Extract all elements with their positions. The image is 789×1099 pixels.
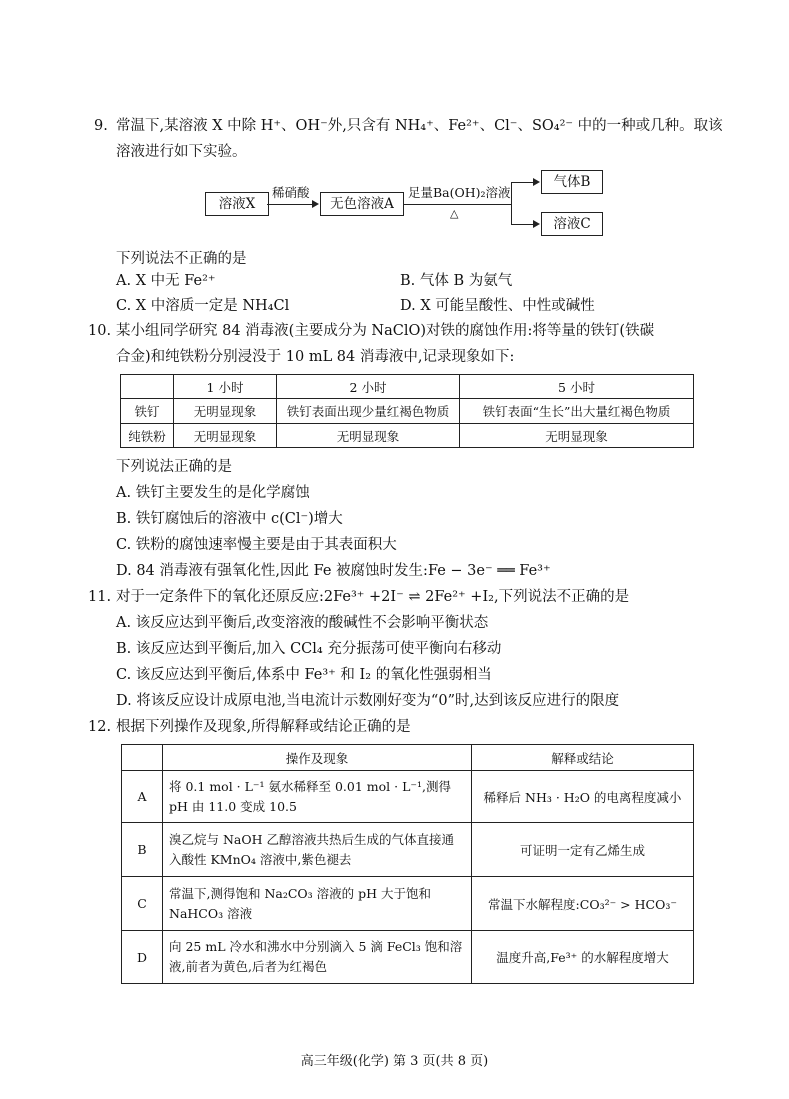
q10-prompt: 下列说法正确的是 xyxy=(116,459,232,475)
q11-stem: 对于一定条件下的氧化还原反应:2Fe³⁺ +2I⁻ ⇌ 2Fe²⁺ +I₂,下列说法不正确的是 xyxy=(116,589,630,605)
q12-operation-cell: 向 25 mL 冷水和沸水中分别滴入 5 滴 FeCl₃ 饱和溶液,前者为黄色,后者为红褐色 xyxy=(163,931,472,984)
q12-number: 12. xyxy=(88,719,112,735)
q10-results-table xyxy=(120,374,694,448)
q10-option-a: A. 铁钉主要发生的是化学腐蚀 xyxy=(116,485,310,501)
page-footer: 高三年级(化学) 第 3 页(共 8 页) xyxy=(300,1054,489,1069)
box-gas-b: 气体B xyxy=(541,170,603,194)
q10-option-d: D. 84 消毒液有强氧化性,因此 Fe 被腐蚀时发生:Fe − 3e⁻ ══ Fe³⁺ xyxy=(116,563,551,579)
q12-header-operation: 操作及现象 xyxy=(163,745,472,771)
table-row xyxy=(122,877,694,931)
q10-cell: 无明显现象 xyxy=(174,399,277,424)
q10-stem-line2: 合金)和纯铁粉分别浸没于 10 mL 84 消毒液中,记录现象如下: xyxy=(116,349,515,365)
q12-table xyxy=(121,744,694,984)
q10-option-c: C. 铁粉的腐蚀速率慢主要是由于其表面积大 xyxy=(116,537,397,553)
q12-row-label: C xyxy=(122,877,163,931)
q12-row-label: D xyxy=(122,931,163,984)
q10-number: 10. xyxy=(88,323,112,339)
q12-row-label: B xyxy=(122,823,163,877)
arrow-head-1 xyxy=(312,200,319,208)
q12-operation-cell: 将 0.1 mol · L⁻¹ 氨水稀释至 0.01 mol · L⁻¹,测得 pH 由 11.0 变成 10.5 xyxy=(163,771,472,823)
q10-cell: 铁钉表面“生长”出大量红褐色物质 xyxy=(460,399,694,424)
q12-operation-cell: 溴乙烷与 NaOH 乙醇溶液共热后生成的气体直接通入酸性 KMnO₄ 溶液中,紫色褪去 xyxy=(163,823,472,877)
q12-header-empty xyxy=(122,745,163,771)
q10-header-empty xyxy=(121,375,174,399)
box-solution-c: 溶液C xyxy=(541,212,603,236)
q10-option-b: B. 铁钉腐蚀后的溶液中 c(Cl⁻)增大 xyxy=(116,511,343,527)
q10-cell: 纯铁粉 xyxy=(121,424,174,448)
q10-cell: 无明显现象 xyxy=(277,424,460,448)
q9-option-b: B. 气体 B 为氨气 xyxy=(400,273,513,289)
q12-operation-cell: 常温下,测得饱和 Na₂CO₃ 溶液的 pH 大于饱和 NaHCO₃ 溶液 xyxy=(163,877,472,931)
q12-header-conclusion: 解释或结论 xyxy=(472,745,694,771)
q10-header-1h: 1 小时 xyxy=(174,375,277,399)
q12-conclusion-cell: 常温下水解程度:CO₃²⁻ > HCO₃⁻ xyxy=(472,877,694,931)
q10-cell: 无明显现象 xyxy=(460,424,694,448)
q9-prompt: 下列说法不正确的是 xyxy=(116,251,247,267)
q9-number: 9. xyxy=(94,118,108,134)
table-row xyxy=(122,771,694,823)
q12-conclusion-cell: 温度升高,Fe³⁺ 的水解程度增大 xyxy=(472,931,694,984)
q10-stem-line1: 某小组同学研究 84 消毒液(主要成分为 NaClO)对铁的腐蚀作用:将等量的铁钉(铁碳 xyxy=(116,323,655,339)
q10-cell: 铁钉表面出现少量红褐色物质 xyxy=(277,399,460,424)
q9-stem-line2: 溶液进行如下实验。 xyxy=(116,144,247,160)
q10-table-header-row xyxy=(121,375,694,399)
arrow-head-b xyxy=(533,178,540,186)
q12-conclusion-cell: 稀释后 NH₃ · H₂O 的电离程度减小 xyxy=(472,771,694,823)
q9-option-d: D. X 可能呈酸性、中性或碱性 xyxy=(400,298,595,314)
q11-option-b: B. 该反应达到平衡后,加入 CCl₄ 充分振荡可使平衡向右移动 xyxy=(116,641,502,657)
q12-table-header-row xyxy=(122,745,694,771)
q11-option-a: A. 该反应达到平衡后,改变溶液的酸碱性不会影响平衡状态 xyxy=(116,615,489,631)
q10-header-2h: 2 小时 xyxy=(277,375,460,399)
arrow-line-2 xyxy=(403,204,511,205)
arrow-line-b xyxy=(511,182,534,183)
arrow-line-c xyxy=(511,224,534,225)
q12-row-label: A xyxy=(122,771,163,823)
arrow-head-c xyxy=(533,220,540,228)
box-solution-x: 溶液X xyxy=(205,192,269,216)
q9-option-a: A. X 中无 Fe²⁺ xyxy=(116,273,216,289)
q11-number: 11. xyxy=(88,589,112,605)
q11-option-d: D. 将该反应设计成原电池,当电流计示数刚好变为“0”时,达到该反应进行的限度 xyxy=(116,693,620,709)
q11-option-c: C. 该反应达到平衡后,体系中 Fe³⁺ 和 I₂ 的氧化性强弱相当 xyxy=(116,667,492,683)
q10-cell: 铁钉 xyxy=(121,399,174,424)
q9-stem-line1: 常温下,某溶液 X 中除 H⁺、OH⁻外,只含有 NH₄⁺、Fe²⁺、Cl⁻、SO₄²⁻ 中的一种或几种。取该 xyxy=(116,118,723,134)
box-colorless-solution-a: 无色溶液A xyxy=(320,192,404,216)
table-row xyxy=(121,399,694,424)
q10-header-5h: 5 小时 xyxy=(460,375,694,399)
reagent-baoh2: 足量Ba(OH)₂溶液 xyxy=(408,185,511,200)
table-row xyxy=(122,823,694,877)
q12-stem: 根据下列操作及现象,所得解释或结论正确的是 xyxy=(116,719,411,735)
table-row xyxy=(121,424,694,448)
q9-option-c: C. X 中溶质一定是 NH₄Cl xyxy=(116,298,290,314)
heat-symbol: △ xyxy=(450,207,459,220)
q10-cell: 无明显现象 xyxy=(174,424,277,448)
arrow-line-1 xyxy=(267,204,313,205)
branch-line xyxy=(511,182,512,224)
table-row xyxy=(122,931,694,984)
reagent-dilute-nitric-acid: 稀硝酸 xyxy=(272,185,310,200)
q12-conclusion-cell: 可证明一定有乙烯生成 xyxy=(472,823,694,877)
